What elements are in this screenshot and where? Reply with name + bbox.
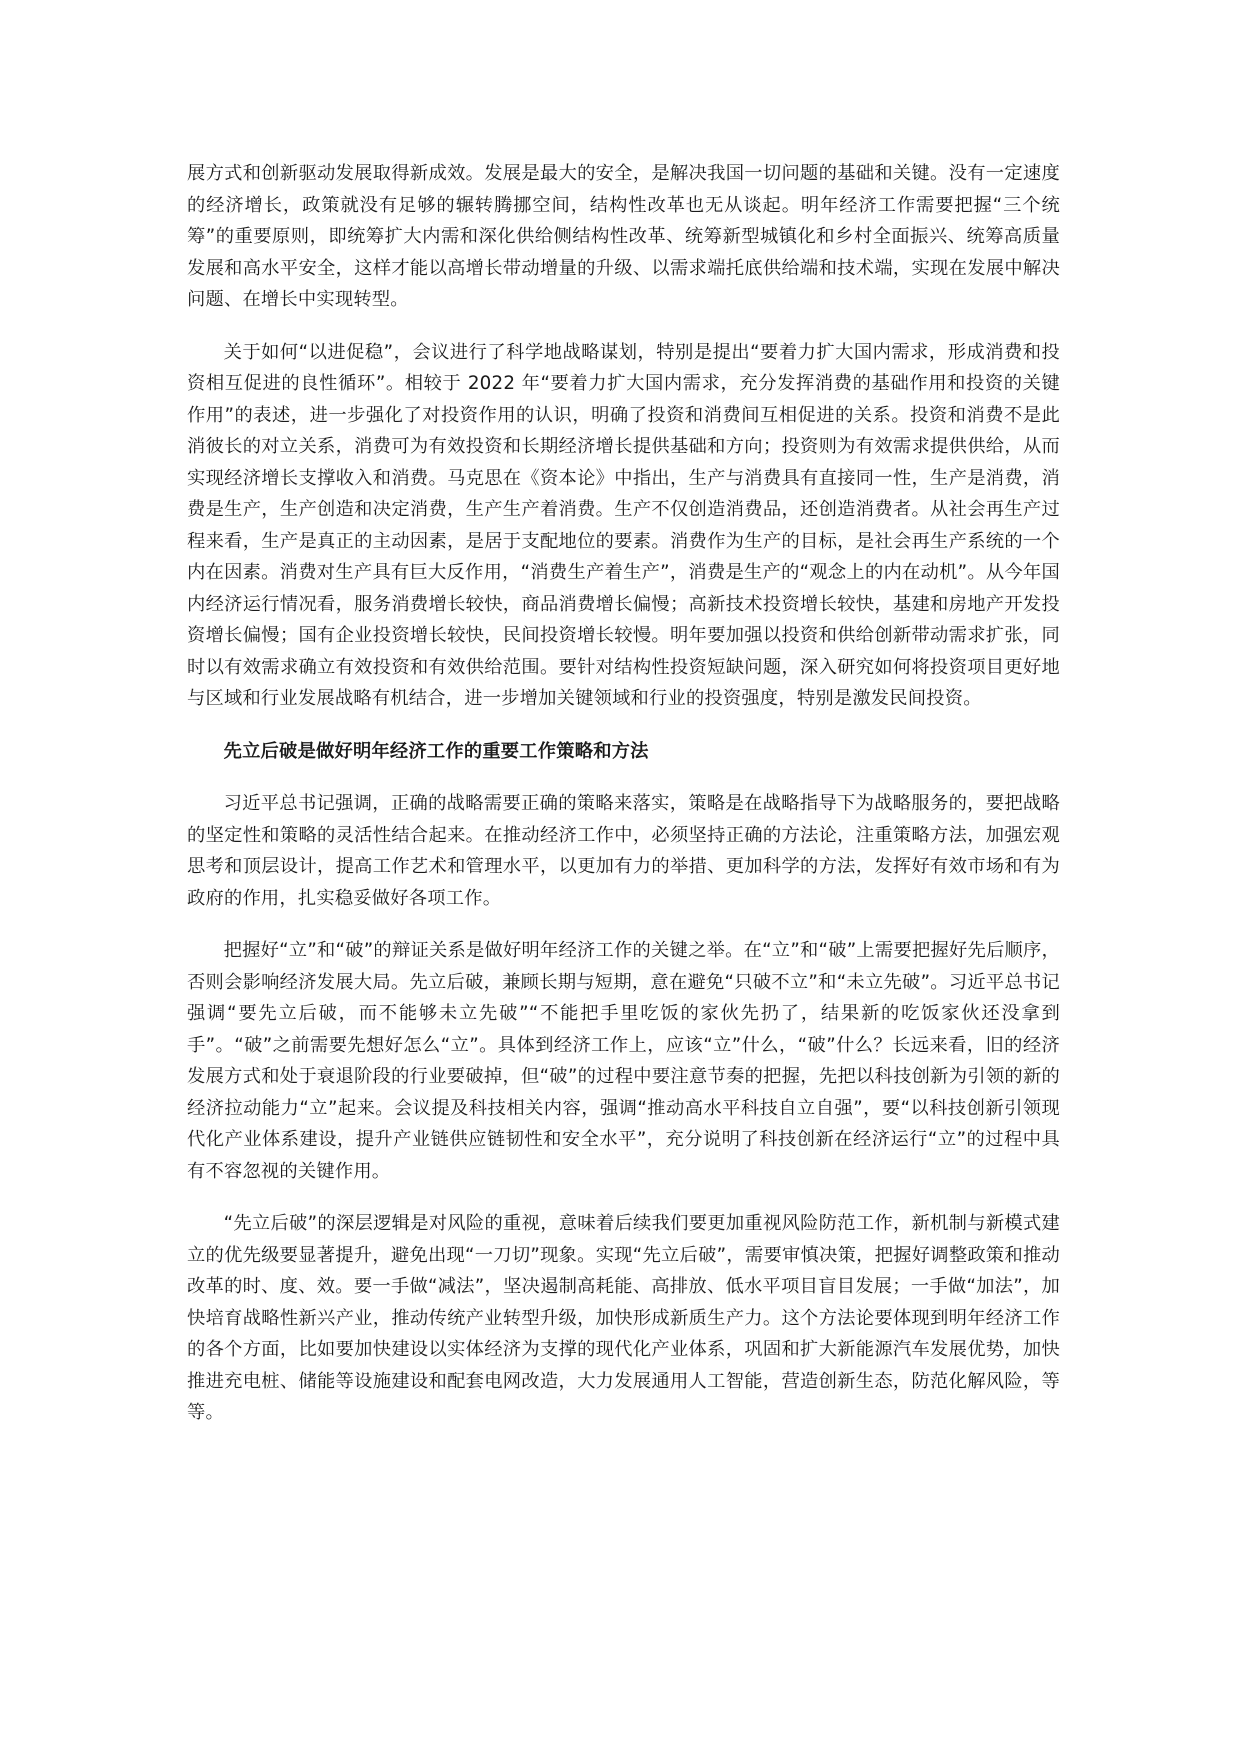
paragraph-2: 关于如何“以进促稳”，会议进行了科学地战略谋划，特别是提出“要着力扩大国内需求，形成消费和投资相互促进的良性循环”。相较于 2022 年“要着力扩大国内需求，充分发挥消费的基础作用和投资的关键作用”的表述，进一步强化了对投资作用的认识，明确了投资和消费间互相促进的关系。投资和消费不是此消彼长的对立关系，消费可为有效投资和长期经济增长提供基础和方向；投资则为有效需求提供供给，从而实现经济增长支撑收入和消费。马克思在《资本论》中指出，生产与消费具有直接同一性，生产是消费，消费是生产，生产创造和决定消费，生产生产着消费。生产不仅创造消费品，还创造消费者。从社会再生产过程来看，生产是真正的主动因素，是居于支配地位的要素。消费作为生产的目标，是社会再生产系统的一个内在因素。消费对生产具有巨大反作用，“消费生产着生产”，消费是生产的“观念上的内在动机”。从今年国内经济运行情况看，服务消费增长较快，商品消费增长偏慢；高新技术投资增长较快，基建和房地产开发投资增长偏慢；国有企业投资增长较快，民间投资增长较慢。明年要加强以投资和供给创新带动需求扩张，同时以有效需求确立有效投资和有效供给范围。要针对结构性投资短缺问题，深入研究如何将投资项目更好地与区域和行业发展战略有机结合，进一步增加关键领域和行业的投资强度，特别是激发民间投资。 (187, 341, 1060, 709)
paragraph-5: “先立后破”的深层逻辑是对风险的重视，意味着后续我们要更加重视风险防范工作，新机制与新模式建立的优先级要显著提升，避免出现“一刀切”现象。实现“先立后破”，需要审慎决策，把握好调整政策和推动改革的时、度、效。要一手做“减法”，坚决遏制高耗能、高排放、低水平项目盲目发展；一手做“加法”，加快培育战略性新兴产业，推动传统产业转型升级，加快形成新质生产力。这个方法论要体现到明年经济工作的各个方面，比如要加快建设以实体经济为支撑的现代化产业体系，巩固和扩大新能源汽车发展优势，加快推进充电桩、储能等设施建设和配套电网改造，大力发展通用人工智能，营造创新生态，防范化解风险，等等。 (187, 1213, 1060, 1423)
paragraph-4: 把握好“立”和“破”的辩证关系是做好明年经济工作的关键之举。在“立”和“破”上需要把握好先后顺序，否则会影响经济发展大局。先立后破，兼顾长期与短期，意在避免“只破不立”和“未立先破”。习近平总书记强调“要先立后破，而不能够未立先破”“不能把手里吃饭的家伙先扔了，结果新的吃饭家伙还没拿到手”。“破”之前需要先想好怎么“立”。具体到经济工作上，应该“立”什么，“破”什么？长远来看，旧的经济发展方式和处于衰退阶段的行业要破掉，但“破”的过程中要注意节奏的把握，先把以科技创新为引领的新的经济拉动能力“立”起来。会议提及科技相关内容，强调“推动高水平科技自立自强”，要“以科技创新引领现代化产业体系建设，提升产业链供应链韧性和安全水平”，充分说明了科技创新在经济运行“立”的过程中具有不容忽视的关键作用。 (187, 940, 1060, 1182)
paragraph-3: 习近平总书记强调，正确的战略需要正确的策略来落实，策略是在战略指导下为战略服务的，要把战略的坚定性和策略的灵活性结合起来。在推动经济工作中，必须坚持正确的方法论，注重策略方法，加强宏观思考和顶层设计，提高工作艺术和管理水平，以更加有力的举措、更加科学的方法，发挥好有效市场和有为政府的作用，扎实稳妥做好各项工作。 (187, 793, 1060, 909)
paragraph-1: 展方式和创新驱动发展取得新成效。发展是最大的安全，是解决我国一切问题的基础和关键。没有一定速度的经济增长，政策就没有足够的辗转腾挪空间，结构性改革也无从谈起。明年经济工作需要把握“三个统筹”的重要原则，即统筹扩大内需和深化供给侧结构性改革、统筹新型城镇化和乡村全面振兴、统筹高质量发展和高水平安全，这样才能以高增长带动增量的升级、以需求端托底供给端和技术端，实现在发展中解决问题、在增长中实现转型。 (187, 163, 1060, 310)
section-heading: 先立后破是做好明年经济工作的重要工作策略和方法 (223, 740, 649, 762)
document-page (187, 158, 1060, 1450)
